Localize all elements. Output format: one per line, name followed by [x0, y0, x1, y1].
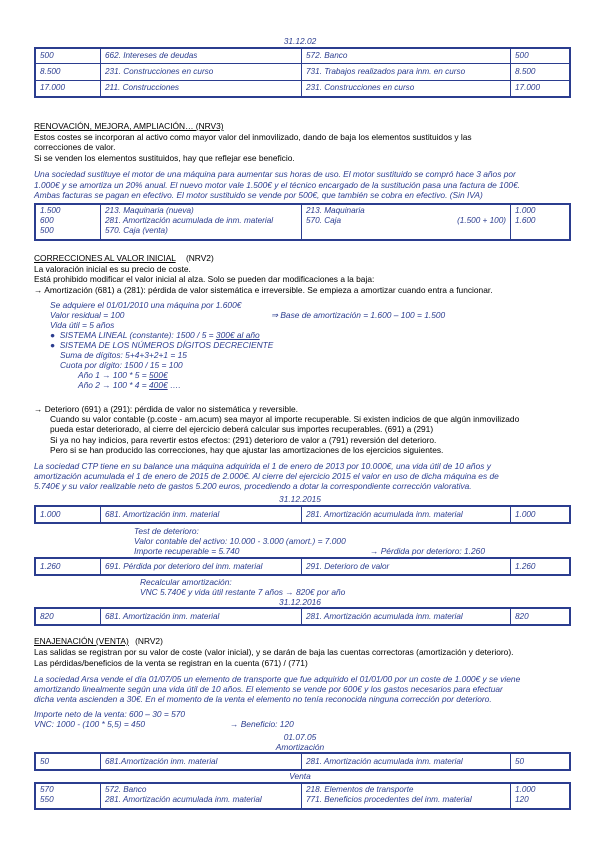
paragraph-line: La valoración inicial es su precio de coste. [34, 264, 191, 274]
account-with-note [306, 216, 506, 226]
example-line: La sociedad Arsa vende el día 01/07/05 un elemento de transporte que fue adquirido el 01/01/00 por un coste de 1.000€ y se viene [34, 674, 521, 684]
journal-row [35, 506, 570, 523]
journal-row [35, 558, 570, 575]
journal-table-5 [34, 607, 571, 626]
credit-account: 281. Amortización acumulada inm. material [302, 506, 511, 523]
paragraph-line: Pero si se han producido las correcciones, hay que ajustar las amortizaciones de los ejercicios siguientes. [50, 445, 444, 455]
calc-line: Importe neto de la venta: 600 – 30 = 570 [34, 709, 186, 719]
amount: 1.000 [515, 785, 536, 794]
calc-line: → Beneficio: 120 [230, 719, 294, 729]
debit-account: 681. Amortización inm. material [101, 506, 302, 523]
example-line: La sociedad CTP tiene en su balance una máquina adquirida el 1 de enero de 2013 por 10.000€, una vida útil de 10 años y [34, 461, 491, 471]
journal-row [35, 783, 570, 809]
example-line: Valor residual = 100 [50, 310, 125, 320]
year-result: 400€ [149, 380, 168, 390]
account: 572. Banco [105, 785, 147, 794]
example-line: Cuota por dígito: 1500 / 15 = 100 [60, 360, 183, 370]
journal-row [35, 204, 570, 240]
credit-amounts [511, 783, 571, 809]
paragraph-line: Estos costes se incorporan al activo como mayor valor del inmovilizado, dando de baja los elementos sustituidos y las [34, 132, 472, 142]
note-line: Valor contable del activo: 10.000 - 3.000 (amort.) = 7.000 [134, 536, 346, 546]
paragraph-line: correcciones de valor. [34, 142, 116, 152]
amount: 120 [515, 795, 529, 804]
credit-amount: 17.000 [511, 80, 571, 97]
debit-amounts [35, 204, 101, 240]
journal-table-6 [34, 752, 571, 771]
note-line: Importe recuperable = 5.740 [134, 546, 240, 556]
heading-tag: (NRV2) [135, 636, 163, 646]
example-line: Ambas facturas se pagan en efectivo. El motor sustituido se vende por 500€, que también se cobra en efectivo. (Sin IVA) [34, 190, 483, 200]
example-line: 1.000€ y se amortiza un 20% anual. El nuevo motor vale 1.500€ y el técnico encargado de la sustitución pasa una factura de 100€. [34, 180, 521, 190]
credit-account: 572. Banco [302, 48, 511, 63]
debit-accounts [101, 783, 302, 809]
debit-amount: 500 [35, 48, 101, 63]
example-line: Se adquiere el 01/01/2010 una máquina por 1.600€ [50, 300, 242, 310]
amount: 550 [40, 795, 54, 804]
section-heading-correcciones [34, 253, 214, 263]
journal-table-3 [34, 505, 571, 524]
year-text: Año 2 → 100 * 4 = [78, 380, 150, 390]
example-line [78, 380, 181, 390]
amount: 1.500 [40, 206, 61, 215]
account-note: (1.500 + 100) [457, 216, 506, 225]
example-line: Una sociedad sustituye el motor de una máquina para aumentar sus horas de uso. El motor sustituido se compró hace 3 años por [34, 169, 516, 179]
journal-subtitle: Amortización [275, 742, 325, 752]
paragraph-line: → Deterioro (691) a (291): pérdida de valor no sistemática y reversible. [34, 404, 298, 414]
debit-account: 681.Amortización inm. material [101, 753, 302, 770]
example-line: Suma de dígitos: 5+4+3+2+1 = 15 [60, 350, 187, 360]
example-line: amortización acumulada el 1 de enero de 2015 de 2.000€. Al cierre del ejercicio 2015 el valor en uso de dicha máquina es de [34, 471, 499, 481]
account: 213. Maquinaria (nueva) [105, 206, 194, 215]
account: 281. Amortización acumulada de inm. material [105, 216, 274, 225]
journal-row [35, 753, 570, 770]
credit-account: 281. Amortización acumulada inm. material [302, 753, 511, 770]
amount: 500 [40, 226, 54, 235]
account: 213. Maquinaria [306, 206, 365, 215]
bullet-result: 300€ al año [215, 330, 260, 340]
credit-account: 291. Deterioro de valor [302, 558, 511, 575]
debit-amount: 17.000 [35, 80, 101, 97]
credit-amount: 820 [511, 608, 571, 625]
heading-text: ENAJENACIÓN (VENTA) [34, 636, 129, 646]
amount: 1.600 [515, 216, 536, 225]
credit-account: 731. Trabajos realizados para inm. en curso [302, 63, 511, 80]
bullet-icon: ● [50, 340, 56, 350]
credit-amounts [511, 204, 571, 240]
paragraph-line: Cuando su valor contable (p.coste - am.acum) sea mayor al importe recuperable. Si existen indicios de que algún inmovilizado [50, 414, 520, 424]
ellipsis: …. [167, 380, 181, 390]
calc-line: VNC: 1000 - (100 * 5,5) = 450 [34, 719, 146, 729]
debit-amount: 50 [35, 753, 101, 770]
credit-amount: 50 [511, 753, 571, 770]
journal-row [35, 63, 570, 80]
example-line [78, 370, 168, 380]
note-line: VNC 5.740€ y vida útil restante 7 años → 820€ por año [140, 587, 346, 597]
debit-accounts [101, 204, 302, 240]
account: 218. Elementos de transporte [306, 785, 414, 794]
journal-date: 01.07.05 [283, 732, 317, 742]
journal-subtitle: Venta [289, 771, 311, 781]
bullet-item [50, 340, 273, 350]
journal-date: 31.12.2016 [279, 597, 321, 607]
debit-amount: 1.260 [35, 558, 101, 575]
example-line: dicha venta ascienden a 30€. En el momento de la venta el elemento no tenía reconocida ninguna corrección por deterioro. [34, 694, 492, 704]
credit-amount: 8.500 [511, 63, 571, 80]
example-line: 5.740€ y su valor realizable neto de gastos 5.200 euros, procediendo a dotar la correspondiente corrección valorativa. [34, 481, 472, 491]
example-line: Vida útil = 5 años [50, 320, 115, 330]
heading-text: CORRECCIONES AL VALOR INICIAL [34, 253, 176, 263]
account: 771. Beneficios procedentes del inm. material [306, 795, 472, 804]
bullet-item [50, 330, 260, 340]
account: 281. Amortización acumulada inm. material [105, 795, 262, 804]
example-line: ⇒ Base de amortización = 1.600 – 100 = 1.500 [271, 310, 446, 320]
paragraph-line: Las pérdidas/beneficios de la venta se registran en la cuenta (671) / (771) [34, 658, 308, 668]
debit-amount: 1.000 [35, 506, 101, 523]
paragraph-line: Si se venden los elementos sustituidos, hay que reflejar ese beneficio. [34, 153, 295, 163]
amount: 1.000 [515, 206, 536, 215]
bullet-text: SISTEMA LINEAL (constante): 1500 / 5 = [59, 330, 216, 340]
account: 570. Caja (venta) [105, 226, 168, 235]
debit-account: 211. Construcciones [101, 80, 302, 97]
journal-table-4 [34, 557, 571, 576]
credit-amount: 500 [511, 48, 571, 63]
journal-table-1 [34, 47, 571, 98]
credit-accounts [302, 783, 511, 809]
paragraph-line: → Amortización (681) a (281): pérdida de valor sistemática e irreversible. Se empieza a amortizar cuando entra a funcionar. [34, 285, 493, 295]
account: 570. Caja [306, 216, 342, 225]
year-text: Año 1 → 100 * 5 = [78, 370, 150, 380]
credit-account: 281. Amortización acumulada inm. material [302, 608, 511, 625]
journal-date: 31.12.02 [283, 36, 317, 46]
debit-account: 231. Construcciones en curso [101, 63, 302, 80]
paragraph-line: Está prohibido modificar el valor inicial al alza. Solo se pueden dar modificaciones a la baja: [34, 274, 375, 284]
year-result: 500€ [149, 370, 168, 380]
note-line: → Pérdida por deterioro: 1.260 [370, 546, 485, 556]
journal-date: 31.12.2015 [279, 494, 321, 504]
debit-account: 691. Pérdida por deterioro del inm. material [101, 558, 302, 575]
credit-account: 231. Construcciones en curso [302, 80, 511, 97]
debit-amount: 820 [35, 608, 101, 625]
credit-amount: 1.260 [511, 558, 571, 575]
paragraph-line: Las salidas se registran por su valor de coste (valor inicial), y se darán de baja las cuentas correctoras (amortización y deterioro). [34, 647, 514, 657]
debit-amounts [35, 783, 101, 809]
section-heading-enajenacion [34, 636, 163, 646]
journal-table-2 [34, 203, 571, 241]
paragraph-line: Si ya no hay indicios, para revertir estos efectos: (291) deterioro de valor a (791) reversión del deterioro. [50, 435, 437, 445]
credit-accounts [302, 204, 511, 240]
bullet-icon: ● [50, 330, 56, 340]
journal-row [35, 608, 570, 625]
amount: 600 [40, 216, 54, 225]
journal-row [35, 80, 570, 97]
paragraph-line: pueda estar deteriorado, al cierre del ejercicio deberá calcular sus importes recuperables. (691) a (291) [50, 424, 434, 434]
debit-account: 662. Intereses de deudas [101, 48, 302, 63]
section-heading-renovacion: RENOVACIÓN, MEJORA, AMPLIACIÓN… (NRV3) [34, 121, 224, 131]
debit-amount: 8.500 [35, 63, 101, 80]
note-line: Test de deterioro: [134, 526, 199, 536]
credit-amount: 1.000 [511, 506, 571, 523]
note-line: Recalcular amortización: [140, 577, 232, 587]
heading-tag: (NRV2) [185, 253, 214, 263]
example-line: amortizando linealmente según una vida útil de 10 años. El elemento se vende por 600€ y los gastos necesarios para efectuar [34, 684, 503, 694]
debit-account: 681. Amortización inm. material [101, 608, 302, 625]
journal-row [35, 48, 570, 63]
amount: 570 [40, 785, 54, 794]
bullet-text: SISTEMA DE LOS NÚMEROS DÍGITOS DECRECIENTE [59, 340, 274, 350]
journal-table-7 [34, 782, 571, 810]
